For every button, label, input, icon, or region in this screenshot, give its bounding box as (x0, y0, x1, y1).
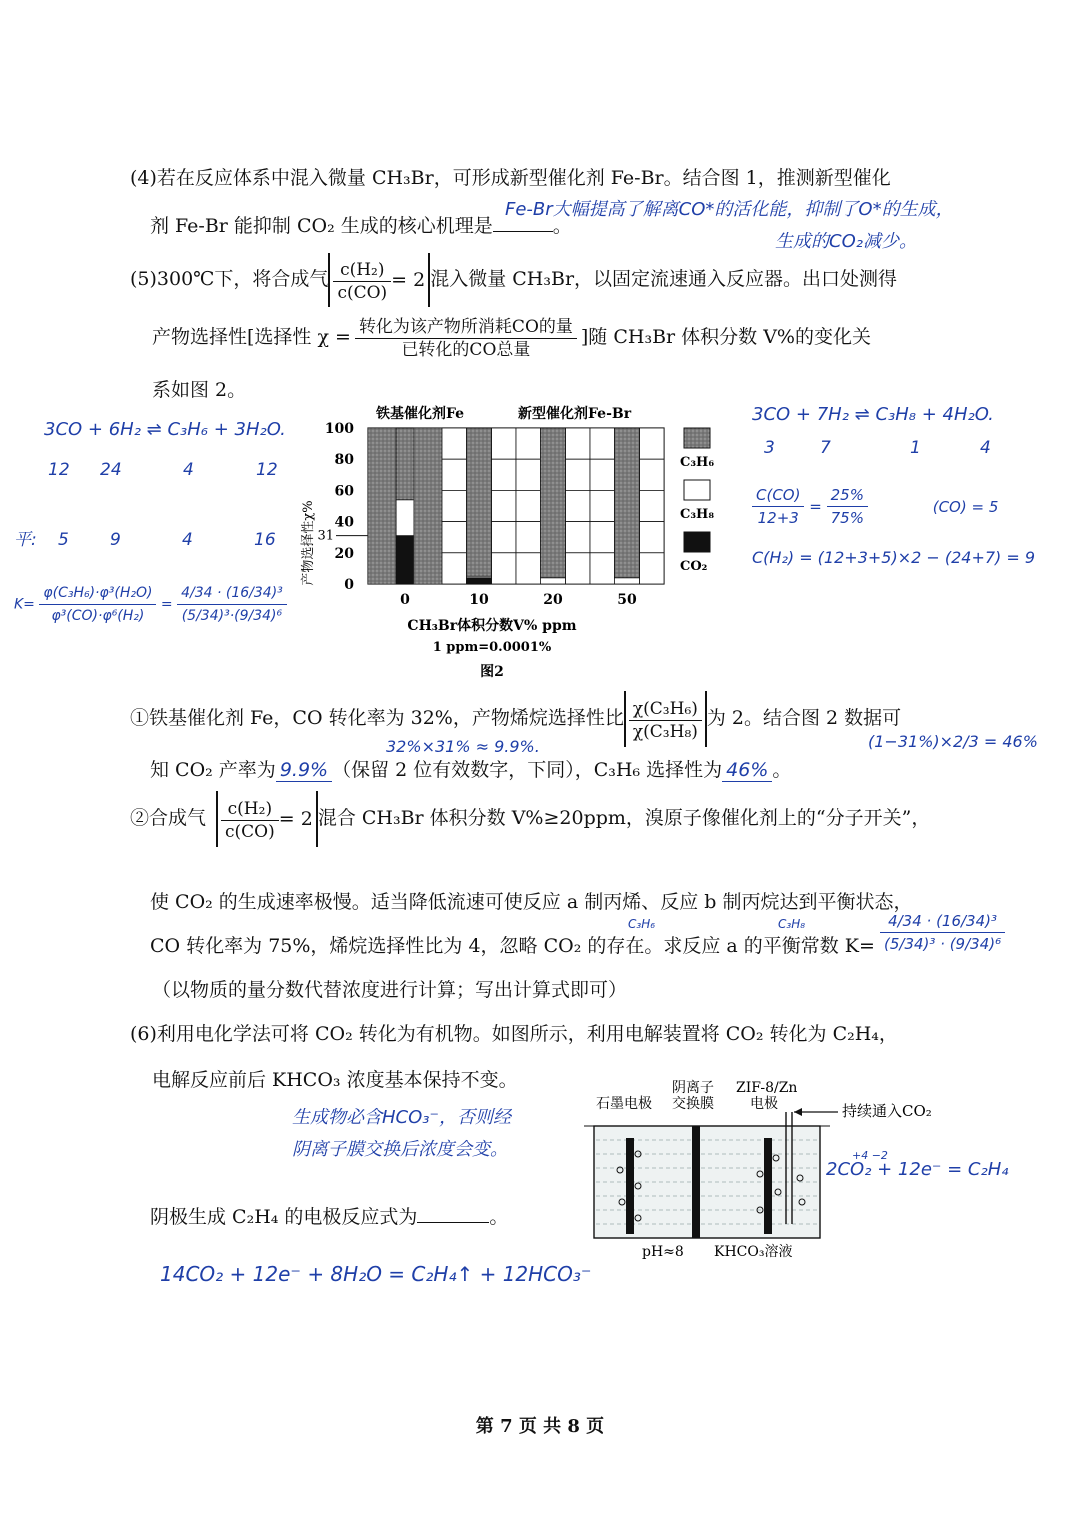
chart-bar-co2 (396, 536, 414, 584)
chart-grid-cell (516, 490, 540, 521)
hw-co-eq: (CO) = 5 (932, 497, 999, 516)
hw-num: 4 (183, 460, 194, 480)
electrolysis-cell-diagram (580, 1074, 940, 1274)
chart-grid-cell (442, 459, 466, 490)
q4-hw-answer1: Fe-Br大幅提高了解离CO*的活化能，抑制了O*的生成， (505, 199, 954, 220)
zif-electrode (764, 1138, 772, 1234)
q6-line1: (6)利用电化学法可将 CO₂ 转化为有机物。如图所示，利用电解装置将 CO₂ 转化为 C₂H₄， (130, 1023, 898, 1045)
hw-pct-bot: 75% (830, 509, 864, 527)
q5-2-bracket (216, 791, 318, 847)
graphite-electrode (626, 1138, 634, 1234)
q6-line3 (150, 1205, 508, 1229)
chart-bar-c3h6 (540, 428, 565, 578)
q5-intro (130, 252, 897, 307)
chart-legend-label: CO₂ (680, 559, 708, 574)
hw-num: 12 (48, 460, 70, 480)
chart-grid-cell (516, 553, 540, 584)
hw-c3h8-label: C₃H₈ (778, 917, 806, 931)
chart-grid-cell (590, 490, 614, 521)
hw-num: 5 (58, 530, 69, 550)
chart-caption: 图2 (480, 664, 504, 680)
hw-k-label: K= (14, 596, 35, 613)
q5-1-answer2[interactable]: 46% (722, 759, 772, 782)
chart-ytick-label: 80 (334, 452, 354, 469)
hw-cco-top: C(CO) (752, 484, 804, 507)
chart-grid-cell (442, 522, 466, 553)
cell-khco3-label: KHCO₃溶液 (714, 1244, 793, 1260)
chart-grid-cell (492, 553, 516, 584)
hw-num: 9 (110, 530, 121, 550)
hw-cco-bot: 12+3 (757, 509, 799, 527)
q4-hw-answer2: 生成的CO₂减少。 (775, 231, 917, 252)
chart-bar-c3h8 (614, 578, 639, 584)
chart-grid-cell (442, 428, 466, 459)
chart-ytick-label: 20 (334, 545, 354, 562)
hw-k-frac (39, 582, 156, 627)
hw-num: 16 (254, 530, 276, 550)
q5-ratio: = 2 (391, 269, 426, 291)
hw-right-h2: C(H₂) = (12+3+5)×2 − (24+7) = 9 (752, 548, 1036, 567)
q5-1-b: 为 2。结合图 2 数据可 (706, 707, 902, 729)
chart-grid-cell (516, 428, 540, 459)
chart-grid-cell (516, 522, 540, 553)
hw-half-reaction: 2CO₂ + 12e⁻ = C₂H₄ (826, 1159, 1009, 1180)
q5-2-ratio: = 2 (278, 808, 313, 830)
q5-frac-bot: c(CO) (337, 282, 388, 303)
q5-sel-c: 系如图 2。 (152, 379, 247, 401)
q6-line2: 电解反应前后 KHCO₃ 浓度基本保持不变。 (152, 1069, 518, 1091)
figure2-chart (296, 398, 756, 688)
hw-right-frac-line (752, 484, 998, 529)
hw-q6-note2: 阴离子膜交换后浓度会变。 (292, 1139, 508, 1160)
hw-num: 7 (820, 438, 831, 458)
hw-left-k (14, 582, 287, 627)
hw-q6-note1: 生成物必含HCO₃⁻，否则经 (292, 1107, 511, 1128)
hw-left-eq: 3CO + 6H₂ ⇌ C₃H₆ + 3H₂O. (44, 419, 286, 440)
page-footer: 第 7 页 共 8 页 (475, 1416, 605, 1437)
chart-legend-label: C₃H₆ (680, 455, 715, 470)
chart-grid-cell (492, 490, 516, 521)
q5-2-a: ②合成气 (130, 807, 207, 829)
q5-2-line1 (130, 790, 930, 847)
q5-intro-a: (5)300℃下，将合成气 (130, 268, 329, 290)
hw-num: 3 (764, 438, 775, 458)
hw-cco-frac (752, 484, 804, 529)
q5-1-c: 知 CO₂ 产率为 (150, 759, 276, 781)
chart-bar-co2 (466, 578, 491, 584)
chart-grid-cell (590, 522, 614, 553)
chart-grid-cell (566, 459, 590, 490)
chart-legend-label: C₃H₈ (680, 507, 715, 522)
hw-cco-eq: = (809, 497, 822, 516)
hw-ping-label: 平: (14, 530, 37, 550)
q5-2-line3: CO 转化率为 75%，烯烷选择性比为 4，忽略 CO₂ 的存在。求反应 a 的平衡常数 K= (150, 935, 875, 957)
chart-grid-cell (442, 490, 466, 521)
chart-grid-cell (640, 490, 664, 521)
q4-answer-blank[interactable] (493, 231, 553, 232)
q5-1-line2 (150, 758, 791, 782)
hw-k-rbot: (5/34)³·(9/34)⁶ (181, 608, 283, 624)
chart-bar-c3h8 (540, 578, 565, 584)
hw-pct-frac (827, 484, 868, 529)
q5-1-frac (629, 698, 702, 743)
cell-ph-label: pH≈8 (642, 1244, 684, 1260)
chart-bar-c3h6 (614, 428, 639, 578)
hw-num: 4 (182, 530, 193, 550)
chart-bar-fe-background (414, 428, 442, 584)
hw-num: 12 (256, 460, 278, 480)
q4-line2-end: 。 (552, 215, 572, 237)
chart-grid-cell (640, 522, 664, 553)
chart-xtick-label: 10 (469, 592, 489, 608)
chart-legend-swatch (684, 428, 710, 448)
q5-intro-b: 混入微量 CH₃Br，以固定流速通入反应器。出口处测得 (430, 268, 898, 290)
chart-grid-cell (492, 428, 516, 459)
chart-grid-cell (566, 553, 590, 584)
q5-1-bracket (624, 691, 707, 747)
q5-1-answer1[interactable]: 9.9% (276, 759, 332, 782)
q5-frac-top: c(H₂) (333, 259, 391, 282)
chart-bar-c3h6 (466, 428, 491, 576)
cell-membrane-label1: 阴离子 (672, 1080, 714, 1096)
hw-num: 24 (100, 460, 122, 480)
q5-2-line2: 使 CO₂ 的生成速率极慢。适当降低流速可使反应 a 制丙烯、反应 b 制丙烷达到平衡状态， (150, 891, 913, 913)
q5-ratio-frac (333, 259, 391, 304)
chart-bar-fe-background (368, 428, 396, 584)
q5-2-frac (221, 798, 279, 843)
cell-graphite-label: 石墨电极 (596, 1096, 652, 1112)
chart-grid-cell (492, 522, 516, 553)
hw-num: 1 (910, 438, 921, 458)
chart-grid-cell (442, 553, 466, 584)
chart-grid-cell (590, 553, 614, 584)
hw-k-top: φ(C₃H₆)·φ³(H₂O) (39, 582, 156, 605)
chart-grid-cell (516, 459, 540, 490)
q5-selectivity (152, 310, 871, 364)
q4-line1: (4)若在反应体系中混入微量 CH₃Br，可形成新型催化剂 Fe-Br。结合图 1，推测新型催化 (130, 167, 891, 189)
chart-grid-cell (590, 428, 614, 459)
q6-answer-blank[interactable] (417, 1222, 489, 1223)
hw-k-answer-frac (880, 910, 1005, 955)
hw-k-rfrac (177, 582, 287, 627)
chart-ytick-label: 0 (344, 577, 354, 593)
hw-num: 4 (980, 438, 991, 458)
chart-ymark-label: 31 (317, 528, 334, 544)
q5-2-line4: （以物质的量分数代替浓度进行计算；写出计算式即可） (152, 979, 628, 1001)
q5-sel-a: 产物选择性[选择性 χ = (152, 326, 351, 348)
chart-bar-c3h6 (396, 428, 414, 500)
hw-right-eq: 3CO + 7H₂ ⇌ C₃H₈ + 4H₂O. (752, 404, 994, 425)
hw-co2-calc: 32%×31% ≈ 9.9%. (386, 737, 540, 756)
chart-bar-c3h8 (396, 500, 414, 536)
q5-ratio-bracket (328, 253, 430, 307)
hw-c3h6-calc: (1−31%)×2/3 = 46% (868, 732, 1038, 751)
q6-d: 。 (489, 1206, 509, 1228)
q5-sel-b: ]随 CH₃Br 体积分数 V%的变化关 (580, 326, 871, 348)
chart-grid-cell (492, 459, 516, 490)
q5-sel-frac (355, 316, 577, 361)
q5-1-e: 。 (772, 759, 792, 781)
anion-exchange-membrane (692, 1126, 700, 1238)
chart-grid-cell (640, 553, 664, 584)
chart-note: 1 ppm=0.0001% (432, 640, 552, 655)
q5-sel-bot: 已转化的CO总量 (401, 339, 531, 360)
q5-1-top: χ(C₃H₆) (629, 698, 702, 721)
hw-k-answer (880, 910, 1005, 955)
chart-grid-cell (566, 428, 590, 459)
chart-legend-swatch (684, 532, 710, 552)
chart-xtick-label: 50 (617, 592, 637, 608)
hw-k-bot: φ³(CO)·φ⁶(H₂) (51, 608, 145, 624)
chart-grid-cell (590, 459, 614, 490)
q6-c: 阴极生成 C₂H₄ 的电极反应式为 (150, 1206, 418, 1228)
chart-ytick-label: 100 (324, 421, 354, 437)
hw-k-rtop: 4/34 · (16/34)³ (177, 582, 287, 605)
co2-arrowhead (794, 1108, 802, 1116)
chart-legend-swatch (684, 480, 710, 500)
q5-1-bot: χ(C₃H₈) (632, 721, 698, 742)
hw-k-answer-top: 4/34 · (16/34)³ (880, 910, 1005, 933)
chart-ytick-label: 60 (334, 483, 354, 500)
q4-line2-text: 剂 Fe-Br 能抑制 CO₂ 生成的核心机理是 (150, 215, 493, 237)
cell-zif-label1: ZIF-8/Zn (736, 1080, 798, 1096)
hw-c3h6-label: C₃H₆ (628, 917, 656, 931)
chart-xtick-label: 0 (400, 592, 410, 608)
chart-subtitle-left: 铁基催化剂Fe (376, 406, 465, 422)
hw-k-answer-bot: (5/34)³ · (9/34)⁶ (884, 935, 1002, 953)
chart-ylabel: 产物选择性χ% (301, 500, 316, 586)
chart-grid-cell (640, 459, 664, 490)
cell-co2-label: 持续通入CO₂ (842, 1102, 932, 1120)
cell-zif-label2: 电极 (750, 1096, 778, 1112)
chart-ytick-label: 40 (334, 514, 354, 531)
chart-subtitle-right: 新型催化剂Fe-Br (518, 406, 632, 422)
hw-oxidation-states: +4 −2 (852, 1149, 888, 1162)
q5-1-a: ①铁基催化剂 Fe，CO 转化率为 32%，产物烯烷选择性比 (130, 707, 624, 729)
cell-membrane-label2: 交换膜 (672, 1096, 714, 1112)
q5-2-bot: c(CO) (225, 821, 275, 842)
hw-pct-top: 25% (827, 484, 868, 507)
q5-2-top: c(H₂) (221, 798, 279, 821)
hw-q6-answer: 14CO₂ + 12e⁻ + 8H₂O = C₂H₄↑ + 12HCO₃⁻ (160, 1262, 592, 1286)
chart-xtick-label: 20 (543, 592, 563, 608)
chart-grid-cell (640, 428, 664, 459)
chart-grid-cell (566, 522, 590, 553)
hw-k-eq: = (160, 596, 173, 613)
q5-2-b: 混合 CH₃Br 体积分数 V%≥20ppm，溴原子像催化剂上的“分子开关”， (317, 807, 931, 829)
q5-sel-top: 转化为该产物所消耗CO的量 (355, 316, 577, 339)
q5-1-d: （保留 2 位有效数字，下同），C₃H₆ 选择性为 (332, 759, 723, 781)
chart-xlabel: CH₃Br体积分数V% ppm (407, 618, 577, 634)
chart-grid-cell (566, 490, 590, 521)
